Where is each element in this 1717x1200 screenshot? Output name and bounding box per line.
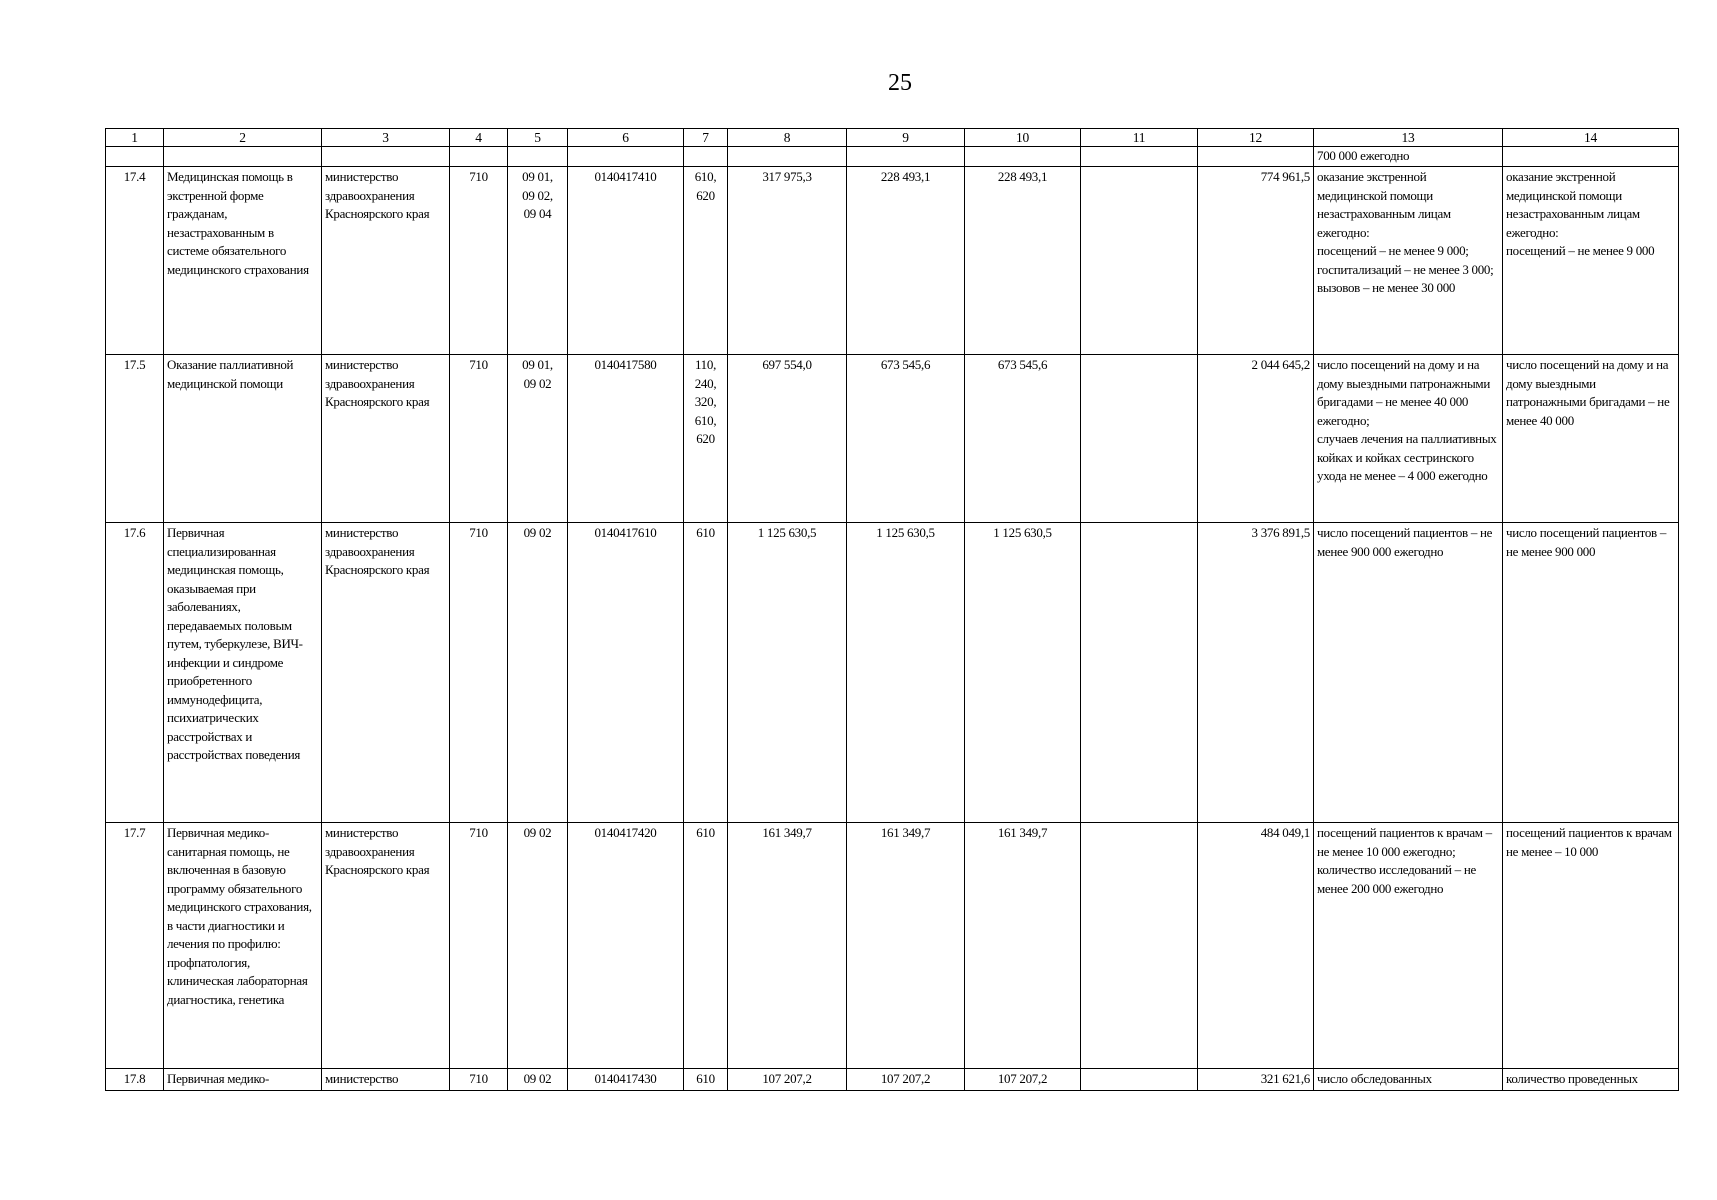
expense-type-code: 610 — [684, 823, 728, 1069]
expense-type-code: 610 — [684, 523, 728, 823]
table-row — [106, 355, 1679, 523]
column-number: 12 — [1198, 129, 1314, 147]
column-11-value — [1081, 167, 1198, 355]
activity-name: Первичная специализированная медицинская помощь, оказываемая при заболеваниях, передаваемых половым путем, туберкулезе, ВИЧ-инфекции и синдроме приобретенного иммунодефицита, психиатрических расстройствах и расстройствах поведения — [164, 523, 322, 823]
amount-year-3: 673 545,6 — [965, 355, 1081, 523]
column-number: 9 — [847, 129, 965, 147]
amount-year-2: 107 207,2 — [847, 1069, 965, 1091]
amount-total: 484 049,1 — [1198, 823, 1314, 1069]
expense-type-code: 610 — [684, 1069, 728, 1091]
amount-total: 2 044 645,2 — [1198, 355, 1314, 523]
column-number: 7 — [684, 129, 728, 147]
expense-type-code: 110, 240, 320, 610, 620 — [684, 355, 728, 523]
column-number: 3 — [322, 129, 450, 147]
executor: министерство здравоохранения Красноярского края — [322, 523, 450, 823]
expected-result-final: посещений пациентов к врачам не менее – 10 000 — [1503, 823, 1679, 1069]
grbs-code: 710 — [450, 523, 508, 823]
executor: министерство — [322, 1069, 450, 1091]
carry-over-row — [106, 147, 1679, 167]
row-number: 17.8 — [106, 1069, 164, 1091]
column-number: 10 — [965, 129, 1081, 147]
activity-name: Оказание паллиативной медицинской помощи — [164, 355, 322, 523]
section-code: 09 01, 09 02, 09 04 — [508, 167, 568, 355]
expected-result-final: количество проведенных — [1503, 1069, 1679, 1091]
table-row — [106, 523, 1679, 823]
amount-year-1: 1 125 630,5 — [728, 523, 847, 823]
column-11-value — [1081, 523, 1198, 823]
grbs-code: 710 — [450, 823, 508, 1069]
column-number-row — [106, 129, 1679, 147]
section-code: 09 02 — [508, 523, 568, 823]
expected-result: число обследованных — [1314, 1069, 1503, 1091]
row-number: 17.5 — [106, 355, 164, 523]
column-11-value — [1081, 1069, 1198, 1091]
amount-year-3: 161 349,7 — [965, 823, 1081, 1069]
expected-result: число посещений на дому и на дому выездными патронажными бригадами – не менее 40 000 ежегодно; случаев лечения на паллиативных койках и койках сестринского ухода не менее – 4 000 ежегодно — [1314, 355, 1503, 523]
amount-year-3: 107 207,2 — [965, 1069, 1081, 1091]
section-code: 09 02 — [508, 1069, 568, 1091]
amount-total: 3 376 891,5 — [1198, 523, 1314, 823]
carry-over-result: 700 000 ежегодно — [1314, 147, 1503, 167]
column-number: 4 — [450, 129, 508, 147]
activity-name: Первичная медико-санитарная помощь, не включенная в базовую программу обязательного медицинского страхования, в части диагностики и лечения по профилю: профпатология, клиническая лабораторная диагностика, генетика — [164, 823, 322, 1069]
expected-result-final: число посещений пациентов – не менее 900 000 — [1503, 523, 1679, 823]
column-number: 6 — [568, 129, 684, 147]
column-number: 11 — [1081, 129, 1198, 147]
target-article-code: 0140417430 — [568, 1069, 684, 1091]
grbs-code: 710 — [450, 1069, 508, 1091]
activity-name: Первичная медико- — [164, 1069, 322, 1091]
target-article-code: 0140417410 — [568, 167, 684, 355]
amount-year-1: 161 349,7 — [728, 823, 847, 1069]
amount-total: 774 961,5 — [1198, 167, 1314, 355]
amount-year-2: 228 493,1 — [847, 167, 965, 355]
column-number: 14 — [1503, 129, 1679, 147]
program-activities-table — [105, 128, 1679, 1091]
amount-total: 321 621,6 — [1198, 1069, 1314, 1091]
table-row — [106, 167, 1679, 355]
column-number: 5 — [508, 129, 568, 147]
expense-type-code: 610, 620 — [684, 167, 728, 355]
table-row — [106, 1069, 1679, 1091]
amount-year-1: 697 554,0 — [728, 355, 847, 523]
column-11-value — [1081, 355, 1198, 523]
expected-result: число посещений пациентов – не менее 900 000 ежегодно — [1314, 523, 1503, 823]
section-code: 09 02 — [508, 823, 568, 1069]
row-number: 17.6 — [106, 523, 164, 823]
amount-year-1: 317 975,3 — [728, 167, 847, 355]
amount-year-2: 161 349,7 — [847, 823, 965, 1069]
row-number: 17.7 — [106, 823, 164, 1069]
target-article-code: 0140417580 — [568, 355, 684, 523]
row-number: 17.4 — [106, 167, 164, 355]
column-number: 13 — [1314, 129, 1503, 147]
amount-year-2: 1 125 630,5 — [847, 523, 965, 823]
amount-year-3: 228 493,1 — [965, 167, 1081, 355]
target-article-code: 0140417420 — [568, 823, 684, 1069]
amount-year-1: 107 207,2 — [728, 1069, 847, 1091]
column-number: 8 — [728, 129, 847, 147]
amount-year-2: 673 545,6 — [847, 355, 965, 523]
executor: министерство здравоохранения Красноярского края — [322, 823, 450, 1069]
page-number: 25 — [888, 70, 912, 96]
expected-result-final: оказание экстренной медицинской помощи незастрахованным лицам ежегодно: посещений – не менее 9 000 — [1503, 167, 1679, 355]
target-article-code: 0140417610 — [568, 523, 684, 823]
column-11-value — [1081, 823, 1198, 1069]
amount-year-3: 1 125 630,5 — [965, 523, 1081, 823]
executor: министерство здравоохранения Красноярского края — [322, 167, 450, 355]
grbs-code: 710 — [450, 167, 508, 355]
expected-result: посещений пациентов к врачам – не менее 10 000 ежегодно; количество исследований – не менее 200 000 ежегодно — [1314, 823, 1503, 1069]
executor: министерство здравоохранения Красноярского края — [322, 355, 450, 523]
grbs-code: 710 — [450, 355, 508, 523]
activity-name: Медицинская помощь в экстренной форме гражданам, незастрахованным в системе обязательного медицинского страхования — [164, 167, 322, 355]
table-row — [106, 823, 1679, 1069]
expected-result-final: число посещений на дому и на дому выездными патронажными бригадами – не менее 40 000 — [1503, 355, 1679, 523]
expected-result: оказание экстренной медицинской помощи незастрахованным лицам ежегодно: посещений – не менее 9 000; госпитализаций – не менее 3 000; вызовов – не менее 30 000 — [1314, 167, 1503, 355]
column-number: 2 — [164, 129, 322, 147]
column-number: 1 — [106, 129, 164, 147]
section-code: 09 01, 09 02 — [508, 355, 568, 523]
